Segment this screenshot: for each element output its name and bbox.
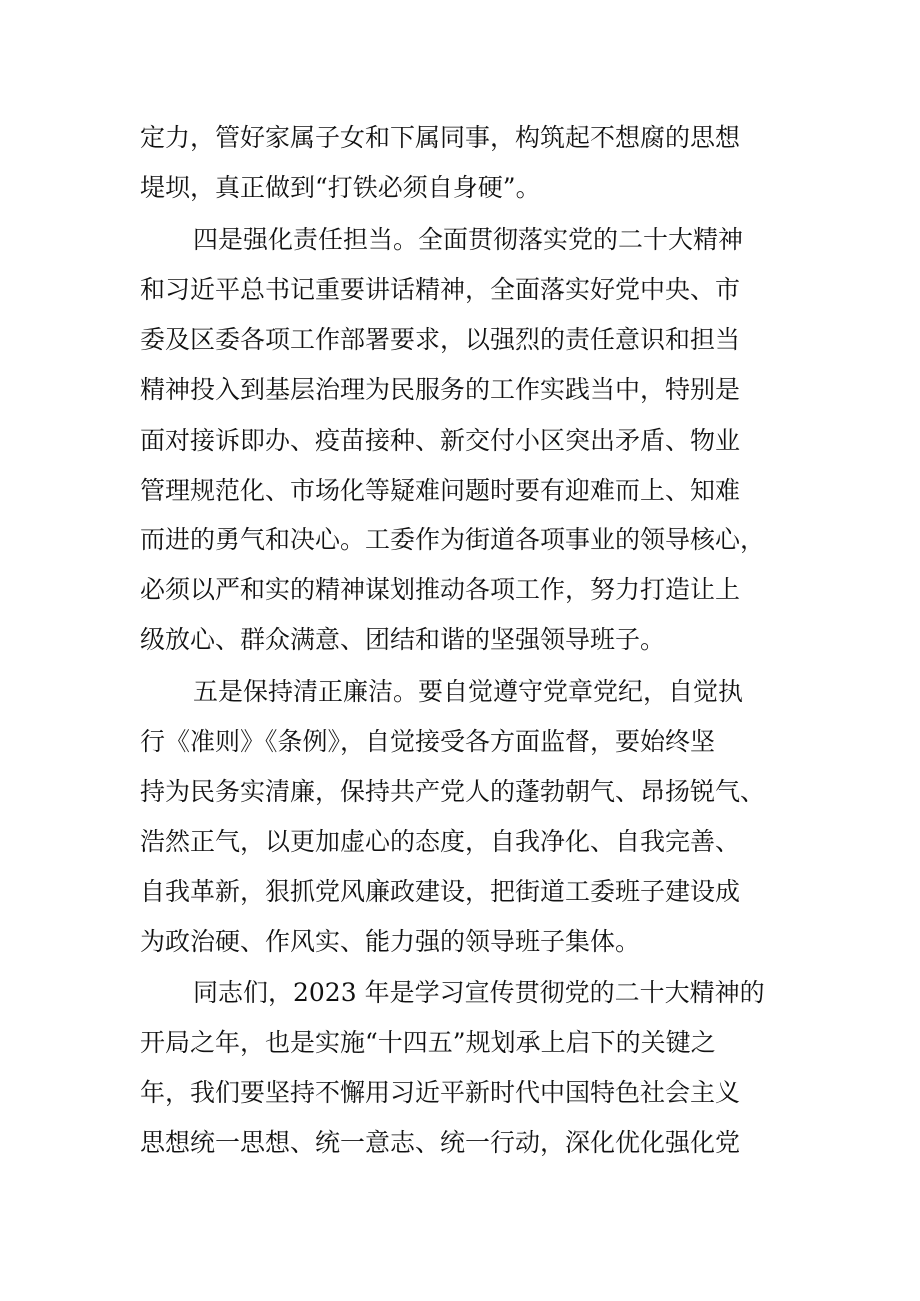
text-line: 而进的勇气和决心。工委作为街道各项事业的领导核心， [140, 525, 766, 554]
text-line: 级放心、群众满意、团结和谐的坚强领导班子。 [140, 625, 666, 654]
text-line: 堤坝，真正做到“打铁必须自身硬”。 [140, 173, 541, 202]
text-line: 自我革新，狠抓党风廉政建设，把街道工委班子建设成 [140, 877, 741, 906]
paragraph-start-line: 同志们，2023 年是学习宣传贯彻党的二十大精神的 [193, 978, 765, 1007]
text-line: 定力，管好家属子女和下属同事，构筑起不想腐的思想 [140, 123, 741, 152]
text-line: 思想统一思想、统一意志、统一行动，深化优化强化党 [140, 1128, 741, 1157]
text-line: 精神投入到基层治理为民服务的工作实践当中，特别是 [140, 375, 741, 404]
text-line: 行《准则》《条例》，自觉接受各方面监督，要始终坚 [140, 727, 716, 756]
paragraph-start-line: 五是保持清正廉洁。要自觉遵守党章党纪，自觉执 [193, 677, 744, 706]
text-line: 为政治硬、作风实、能力强的领导班子集体。 [140, 927, 641, 956]
text-line: 开局之年，也是实施“十四五”规划承上启下的关键之 [140, 1028, 716, 1057]
text-line: 面对接诉即办、疫苗接种、新交付小区突出矛盾、物业 [140, 426, 741, 455]
text-line: 必须以严和实的精神谋划推动各项工作，努力打造让上 [140, 575, 741, 604]
text-line: 委及区委各项工作部署要求，以强烈的责任意识和担当 [140, 325, 741, 354]
text-line: 管理规范化、市场化等疑难问题时要有迎难而上、知难 [140, 476, 741, 505]
text-line: 和习近平总书记重要讲话精神，全面落实好党中央、市 [140, 275, 741, 304]
text-line: 年，我们要坚持不懈用习近平新时代中国特色社会主义 [140, 1078, 741, 1107]
text-line: 浩然正气，以更加虚心的态度，自我净化、自我完善、 [140, 827, 741, 856]
paragraph-start-line: 四是强化责任担当。全面贯彻落实党的二十大精神 [193, 225, 744, 254]
text-line: 持为民务实清廉，保持共产党人的蓬勃朝气、昂扬锐气、 [140, 777, 766, 806]
